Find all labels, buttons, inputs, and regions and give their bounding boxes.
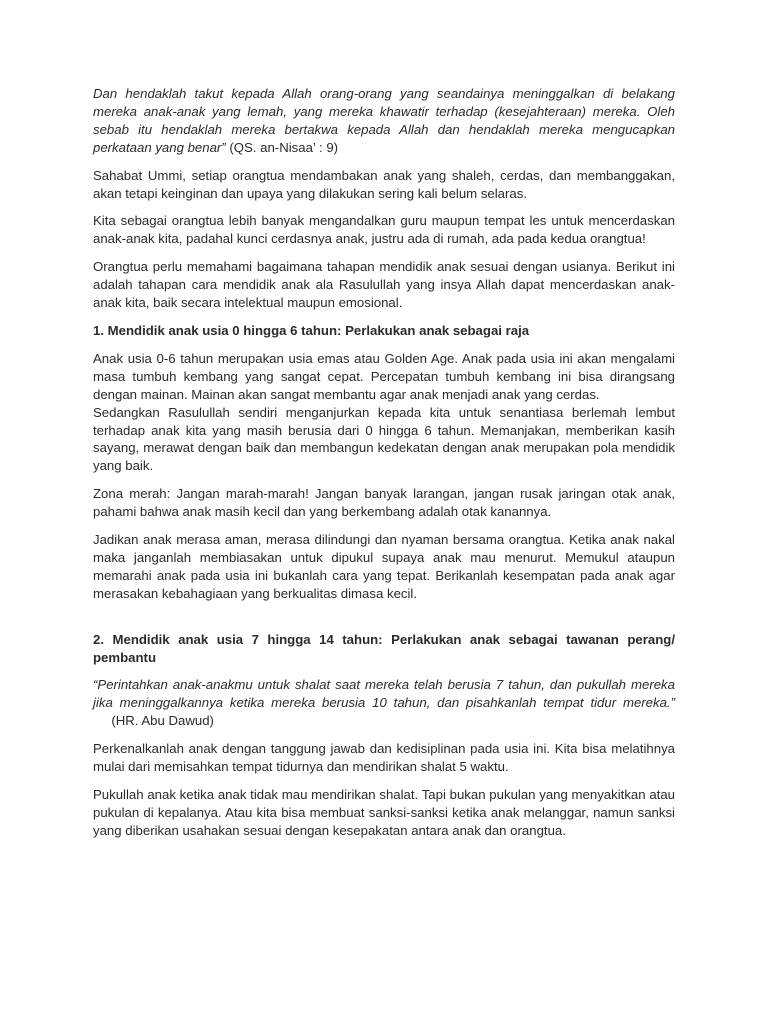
quran-quote-reference: (QS. an-Nisaa’ : 9) [225, 139, 339, 155]
section-heading-2: 2. Mendidik anak usia 7 hingga 14 tahun: Perlakukan anak sebagai tawanan perang/ pembantu [93, 631, 675, 665]
paragraph-golden-age: Anak usia 0-6 tahun merupakan usia emas atau Golden Age. Anak pada usia ini akan mengalami masa tumbuh kembang yang sangat cepat. Percepatan tumbuh kembang ini bisa dirangsang dengan mainan. Mainan akan sangat membantu agar anak menjadi anak yang cerdas. [93, 350, 675, 402]
hadith-quote-reference: (HR. Abu Dawud) [93, 713, 214, 729]
paragraph-orangtua: Orangtua perlu memahami bagaimana tahapan mendidik anak sesuai dengan usianya. Berikut ini adalah tahapan cara mendidik anak ala Rasulullah yang insya Allah dapat mencerdaskan anak-anak kita, baik secara intelektual maupun emosional. [93, 259, 675, 311]
quran-quote-text: Dan hendaklah takut kepada Allah orang-orang yang seandainya meninggalkan di belakang mereka anak-anak yang lemah, yang mereka khawatir terhadap (kesejahteraan) mereka. Oleh sebab itu hendaklah mereka bertakwa kepada Allah dan hendaklah mereka mengucapkan perkataan yang benar” [93, 86, 675, 155]
section-heading-1: 1. Mendidik anak usia 0 hingga 6 tahun: Perlakukan anak sebagai raja [93, 322, 530, 338]
paragraph-rasulullah: Sedangkan Rasulullah sendiri menganjurkan kepada kita untuk senantiasa berlemah lembut terhadap anak kita yang masih berusia dari 0 hingga 6 tahun. Memanjakan, memberikan kasih sayang, merawat dengan baik dan membangun kedekatan dengan anak merupakan pola mendidik yang baik. [93, 404, 675, 474]
quran-quote-paragraph [93, 85, 675, 157]
paragraph-sahabat: Sahabat Ummi, setiap orangtua mendambakan anak yang shaleh, cerdas, dan membanggakan, akan tetapi keinginan dan upaya yang dilakukan sering kali belum selaras. [93, 167, 675, 201]
section-spacer [93, 613, 675, 631]
paragraph-perkenalkan: Perkenalkanlah anak dengan tanggung jawab dan kedisiplinan pada usia ini. Kita bisa melatihnya mulai dari memisahkan tempat tidurnya dan mendirikan shalat 5 waktu. [93, 741, 675, 775]
hadith-quote-text: “Perintahkan anak-anakmu untuk shalat saat mereka telah berusia 7 tahun, dan pukullah mereka jika meninggalkannya ketika mereka berusia 10 tahun, dan pisahkanlah tempat tidur mereka.” [93, 677, 675, 711]
paragraph-pukullah: Pukullah anak ketika anak tidak mau mendirikan shalat. Tapi bukan pukulan yang menyakitkan atau pukulan di kepalanya. Atau kita bisa membuat sanksi-sanksi ketika anak melanggar, namun sanksi yang diberikan usahakan sesuai dengan kesepakatan antara anak dan orangtua. [93, 787, 675, 838]
paragraph-zona-merah: Zona merah: Jangan marah-marah! Jangan banyak larangan, jangan rusak jaringan otak anak, pahami bahwa anak masih kecil dan yang berkembang adalah otak kanannya. [93, 486, 675, 520]
document-page [93, 85, 675, 850]
paragraph-kita: Kita sebagai orangtua lebih banyak mengandalkan guru maupun tempat les untuk mencerdaskan anak-anak kita, padahal kunci cerdasnya anak, justru ada di rumah, ada pada kedua orangtua! [93, 213, 675, 247]
hadith-quote-paragraph [93, 676, 675, 730]
paragraph-jadikan: Jadikan anak merasa aman, merasa dilindungi dan nyaman bersama orangtua. Ketika anak nakal maka janganlah membiasakan untuk dipukul supaya anak mau menurut. Memukul ataupun memarahi anak pada usia ini bukanlah cara yang tepat. Berikanlah kesempatan pada anak agar merasakan kebahagiaan yang berkualitas dimasa kecil. [93, 532, 675, 601]
